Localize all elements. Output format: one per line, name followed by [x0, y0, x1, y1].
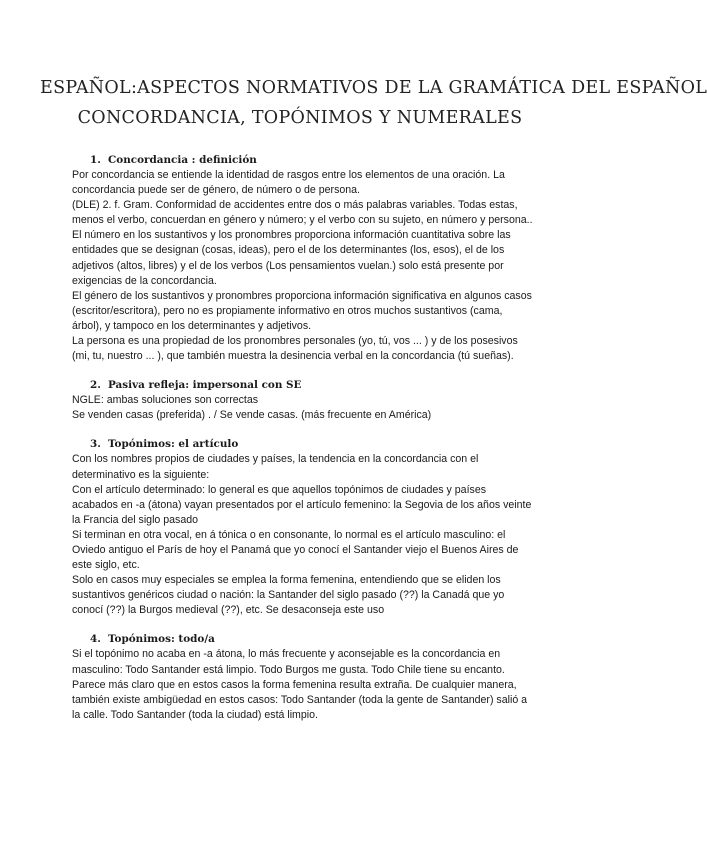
section-heading: [72, 378, 534, 393]
section-number: 4.: [90, 633, 101, 646]
section-heading: [72, 153, 534, 168]
section-number: 1.: [90, 154, 101, 166]
paragraph: Parece más claro que en estos casos la forma femenina resulta extraña. De cualquier manera, también existe ambigüedad en estos casos: Todo Santander (toda la gente de Santander) salió a la calle. Todo Santander (toda la ciudad) está limpio.: [72, 678, 528, 721]
section-heading-text: Topónimos: el artículo: [108, 438, 239, 451]
document-body: [72, 153, 534, 723]
section-pasiva-refleja: [72, 378, 534, 423]
section-heading-text: Concordancia : definición: [108, 154, 257, 166]
paragraph: Solo en casos muy especiales se emplea la forma femenina, entendiendo que se eliden los sustantivos genéricos ciudad o nación: la Santander del siglo pasado (??) la Canadá que yo conocí (??) la Burgos medieval (??), etc. Se desaconseja este uso: [72, 574, 505, 617]
paragraph: NGLE: ambas soluciones son correctas: [72, 394, 259, 407]
paragraph: Con los nombres propios de ciudades y países, la tendencia en la concordancia con el determinativo es la siguiente:: [72, 453, 479, 481]
section-toponimos-articulo: [72, 437, 534, 618]
paragraph: El número en los sustantivos y los pronombres proporciona información cuantitativa sobre las entidades que se designan (cosas, ideas), pero el de los determinantes (los, esos), el de los adjetivos (altos, libres) y el de los verbos (Los pensamientos vuelan.) solo está presente por exigencias de la concordancia.: [72, 229, 511, 287]
paragraph: Si terminan en otra vocal, en á tónica o en consonante, lo normal es el artículo masculino: el Oviedo antiguo el París de hoy el Panamá que yo conocí el Santander viejo el Buenos Aires de este siglo, etc.: [72, 528, 519, 572]
section-toponimos-todo: [72, 632, 534, 722]
paragraph: El género de los sustantivos y pronombres proporciona información significativa en algunos casos (escritor/escritora), pero no es propiamente informativo en otros muchos sustantivos (cama, árbol), y tampoco en los determinantes y adjetivos.: [72, 289, 532, 332]
paragraph: Se venden casas (preferida) . / Se vende casas. (más frecuente en América): [72, 409, 432, 422]
section-heading: [72, 437, 534, 452]
document-title-line-2: CONCORDANCIA, TOPÓNIMOS Y NUMERALES: [77, 108, 523, 128]
section-heading-text: Topónimos: todo/a: [108, 633, 215, 646]
section-heading-text: Pasiva refleja: impersonal con SE: [108, 379, 302, 392]
document-title-line-1: ESPAÑOL:ASPECTOS NORMATIVOS DE LA GRAMÁTICA DEL ESPAÑOL: [40, 78, 707, 98]
paragraph: La persona es una propiedad de los pronombres personales (yo, tú, vos ... ) y de los posesivos (mi, tu, nuestro ... ), que también muestra la desinencia verbal en la concordancia (tú sueñas).: [72, 335, 518, 363]
section-heading: [72, 632, 534, 647]
paragraph: (DLE) 2. f. Gram. Conformidad de accidentes entre dos o más palabras variables. Todas estas, menos el verbo, concuerdan en género y número; y el verbo con su sujeto, en número y persona..: [72, 199, 533, 227]
paragraph: Con el artículo determinado: lo general es que aquellos topónimos de ciudades y países acabados en -a (átona) vayan presentados por el artículo femenino: la Segovia de los años veinte la Francia del siglo pasado: [72, 483, 532, 526]
section-number: 3.: [90, 438, 101, 451]
section-number: 2.: [90, 379, 101, 392]
paragraph: Si el topónimo no acaba en -a átona, lo más frecuente y aconsejable es la concordancia en masculino: Todo Santander está limpio. Todo Burgos me gusta. Todo Chile tiene su encanto.: [72, 648, 505, 676]
section-concordancia: [72, 153, 534, 364]
paragraph: Por concordancia se entiende la identidad de rasgos entre los elementos de una oración. La concordancia puede ser de género, de número o de persona.: [72, 169, 505, 197]
